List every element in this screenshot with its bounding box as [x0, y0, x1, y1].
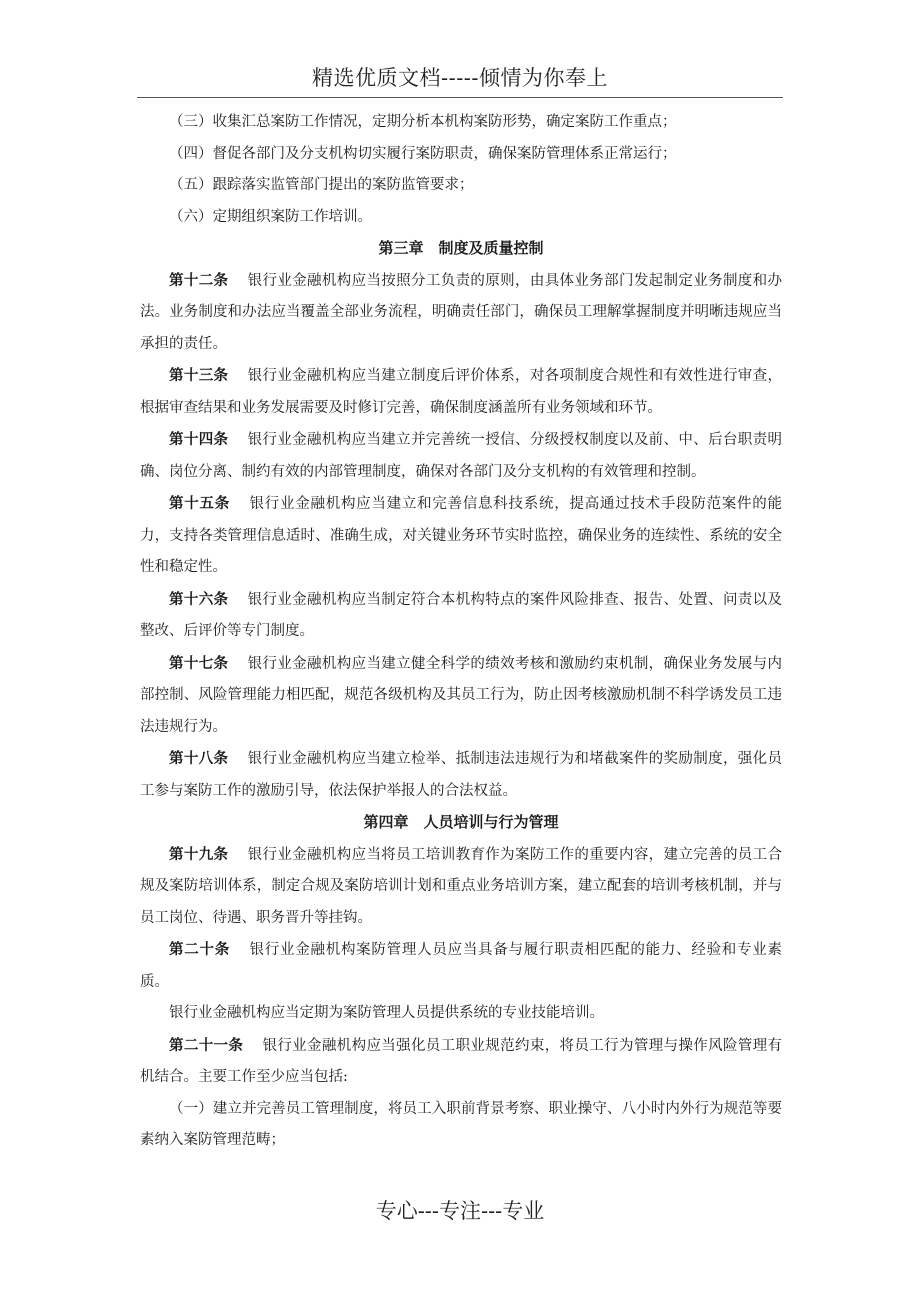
article-number: 第十四条	[169, 431, 229, 448]
article-text: 银行业金融机构应当制定符合本机构特点的案件风险排查、报告、处置、问责以及整改、后评价等专门制度。	[140, 591, 783, 639]
article-number: 第十九条	[169, 845, 229, 863]
article-number: 第二十一条	[169, 1036, 244, 1054]
article-text: 银行业金融机构应当强化员工职业规范约束，将员工行为管理与操作风险管理有机结合。主要工作至少应当包括:	[140, 1037, 783, 1085]
list-item: （三）收集汇总案防工作情况，定期分析本机构案防形势，确定案防工作重点；	[169, 114, 677, 130]
article-number: 第十五条	[169, 495, 230, 512]
article-number: 第十二条	[169, 271, 229, 289]
article-18	[140, 743, 782, 807]
article-20	[140, 934, 782, 998]
article-text: 银行业金融机构应当按照分工负责的原则，由具体业务部门发起制定业务制度和办法。业务制度和办法应当覆盖全部业务流程，明确责任部门，确保员工理解掌握制度并明晰违规应当承担的责任。	[140, 272, 783, 352]
article-text: 银行业金融机构应当建立制度后评价体系，对各项制度合规性和有效性进行审查，根据审查结果和业务发展需要及时修订完善，确保制度涵盖所有业务领域和环节。	[140, 368, 783, 416]
article-text: 银行业金融机构应当建立并完善统一授信、分级授权制度以及前、中、后台职责明确、岗位分离、制约有效的内部管理制度，确保对各部门及分支机构的有效管理和控制。	[140, 432, 783, 480]
article-number: 第二十条	[169, 941, 230, 958]
list-item: （五）跟踪落实监管部门提出的案防监管要求；	[169, 177, 474, 193]
article-12	[140, 265, 782, 361]
chapter-heading-4: 第四章 人员培训与行为管理	[363, 813, 559, 831]
article-number: 第十七条	[169, 654, 229, 672]
article-13	[140, 360, 782, 424]
page-header: 精选优质文档-----倾情为你奉上	[312, 66, 608, 90]
article-number: 第十六条	[169, 590, 229, 608]
document-body	[140, 107, 782, 1157]
page-footer: 专心---专注---专业	[375, 1199, 545, 1223]
article-21	[140, 1030, 782, 1094]
article-text: 银行业金融机构案防管理人员应当具备与履行职责相匹配的能力、经验和专业素质。	[140, 942, 783, 990]
article-text: 银行业金融机构应当建立健全科学的绩效考核和激励约束机制，确保业务发展与内部控制、风险管理能力相匹配，规范各级机构及其员工行为，防止因考核激励机制不科学诱发员工违法违规行为。	[140, 655, 783, 735]
paragraph-training: 银行业金融机构应当定期为案防管理人员提供系统的专业技能培训。	[169, 1005, 604, 1021]
article-number: 第十八条	[169, 750, 229, 767]
article-text: 银行业金融机构应当将员工培训教育作为案防工作的重要内容，建立完善的员工合规及案防培训体系，制定合规及案防培训计划和重点业务培训方案，建立配套的培训考核机制，并与员工岗位、待遇、职务晋升等挂钩。	[140, 846, 783, 926]
article-19	[140, 839, 782, 935]
list-item: （一）建立并完善员工管理制度，将员工入职前背景考察、职业操守、八小时内外行为规范等要素纳入案防管理范畴；	[140, 1100, 782, 1148]
list-item: （六）定期组织案防工作培训。	[169, 208, 372, 225]
chapter-heading-3: 第三章 制度及质量控制	[378, 239, 544, 257]
article-14	[140, 424, 782, 488]
article-15	[140, 488, 782, 584]
list-item: （四）督促各部门及分支机构切实履行案防职责，确保案防管理体系正常运行；	[169, 145, 677, 162]
article-number: 第十三条	[169, 367, 229, 384]
header-divider	[137, 97, 783, 98]
article-16	[140, 584, 782, 648]
article-text: 银行业金融机构应当建立检举、抵制违法违规行为和堵截案件的奖励制度，强化员工参与案防工作的激励引导，依法保护举报人的合法权益。	[140, 751, 783, 799]
article-17	[140, 648, 782, 744]
article-text: 银行业金融机构应当建立和完善信息科技系统，提高通过技术手段防范案件的能力，支持各类管理信息适时、准确生成，对关键业务环节实时监控，确保业务的连续性、系统的安全性和稳定性。	[140, 496, 783, 575]
